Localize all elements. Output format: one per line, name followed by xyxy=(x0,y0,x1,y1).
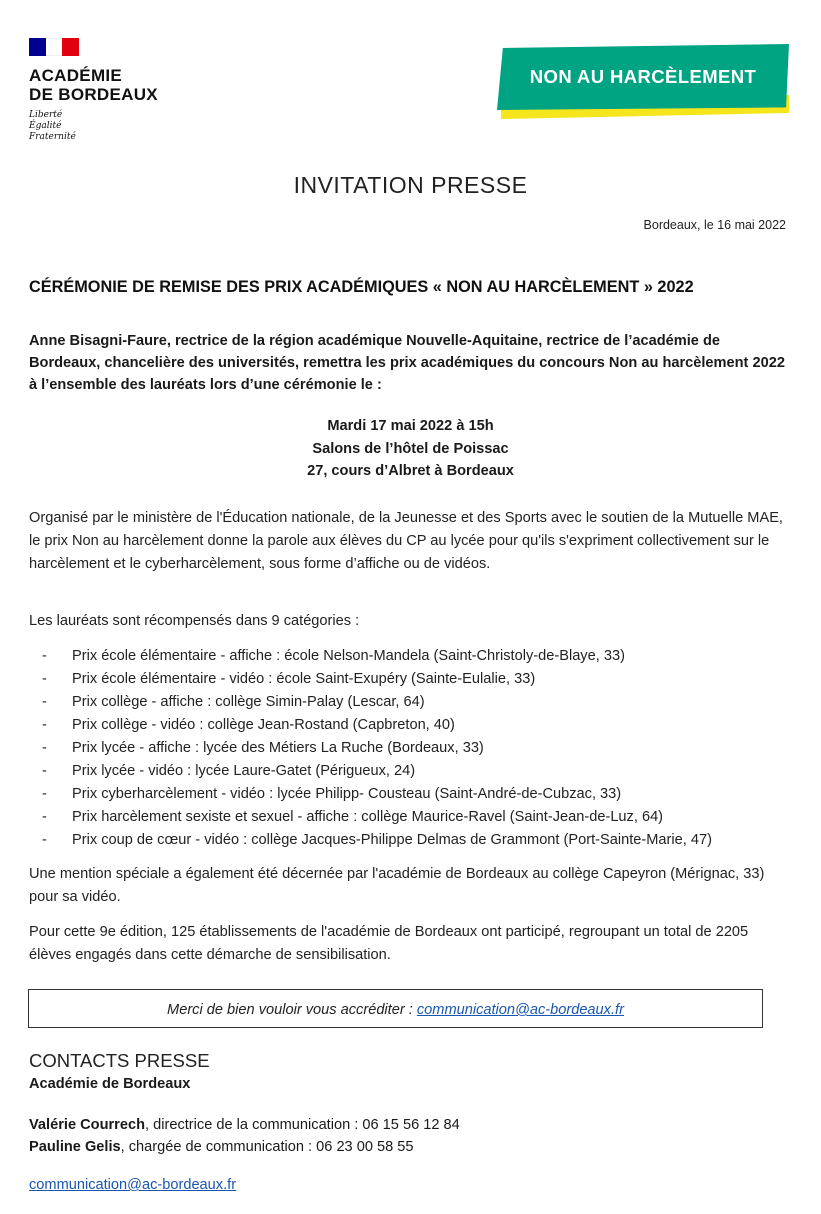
event-venue: Salons de l’hôtel de Poissac xyxy=(312,440,509,457)
document-title: INVITATION PRESSE xyxy=(293,172,528,198)
paragraph-categories: Les lauréats sont récompensés dans 9 catégories : xyxy=(29,613,360,629)
contact-2-name: Pauline Gelis xyxy=(29,1139,121,1155)
document-date: Bordeaux, le 16 mai 2022 xyxy=(643,218,786,232)
motto xyxy=(29,110,189,143)
contact-2 xyxy=(29,1139,414,1155)
motto-fraternite: Fraternité xyxy=(29,132,76,142)
motto-liberte: Liberté xyxy=(29,110,63,120)
banner-text: NON AU HARCÈLEMENT xyxy=(529,66,757,87)
list-item: - Prix cyberharcèlement - vidéo : lycée Philipp- Cousteau (Saint-André-de-Cubzac, 33) xyxy=(29,783,809,806)
event-address: 27, cours d’Albret à Bordeaux xyxy=(307,463,514,479)
contacts-organisation: Académie de Bordeaux xyxy=(29,1076,191,1092)
list-item: - Prix école élémentaire - vidéo : école Saint-Exupéry (Sainte-Eulalie, 33) xyxy=(29,668,809,691)
prize-list xyxy=(29,645,809,852)
event-title: CÉRÉMONIE DE REMISE DES PRIX ACADÉMIQUES « NON AU HARCÈLEMENT » 2022 xyxy=(29,278,694,296)
accreditation-box xyxy=(28,989,763,1028)
list-item: - Prix coup de cœur - vidéo : collège Jacques-Philippe Delmas de Grammont (Port-Sainte-Marie, 47) xyxy=(29,829,809,852)
list-item: - Prix harcèlement sexiste et sexuel - affiche : collège Maurice-Ravel (Saint-Jean-de-Luz, 64) xyxy=(29,806,809,829)
logo-line-1: ACADÉMIE xyxy=(29,66,123,85)
accreditation-email-link[interactable]: communication@ac-bordeaux.fr xyxy=(416,1002,624,1018)
marianne-flag-icon xyxy=(29,38,79,56)
list-item: - Prix collège - vidéo : collège Jean-Rostand (Capbreton, 40) xyxy=(29,714,809,737)
contact-1-name: Valérie Courrech xyxy=(29,1117,145,1133)
event-details xyxy=(0,415,821,483)
list-item: - Prix collège - affiche : collège Simin-Palay (Lescar, 64) xyxy=(29,691,809,714)
paragraph-special-mention: Une mention spéciale a également été décernée par l'académie de Bordeaux au collège Capeyron (Mérignac, 33) pour sa vidéo. xyxy=(29,866,765,905)
accreditation-text: Merci de bien vouloir vous accréditer : xyxy=(167,1002,417,1018)
paragraph-edition: Pour cette 9e édition, 125 établissements de l'académie de Bordeaux ont participé, regroupant un total de 2205 élèves engagés dans cette démarche de sensibilisation. xyxy=(29,924,749,963)
contact-2-role: , chargée de communication : 06 23 00 58 55 xyxy=(120,1139,414,1155)
list-item: - Prix lycée - affiche : lycée des Métiers La Ruche (Bordeaux, 33) xyxy=(29,737,809,760)
list-item: - Prix lycée - vidéo : lycée Laure-Gatet (Périgueux, 24) xyxy=(29,760,809,783)
contacts-heading: CONTACTS PRESSE xyxy=(29,1050,210,1071)
intro-paragraph: Anne Bisagni-Faure, rectrice de la région académique Nouvelle-Aquitaine, rectrice de l’académie de Bordeaux, chancelière des universités, remettra les prix académiques du concours Non au harcèlement 2022 à l’ensemble des lauréats lors d’une cérémonie le : xyxy=(29,333,785,393)
campaign-banner xyxy=(497,44,791,118)
contact-1 xyxy=(29,1117,460,1133)
paragraph-organisation: Organisé par le ministère de l'Éducation nationale, de la Jeunesse et des Sports avec le soutien de la Mutuelle MAE, le prix Non au harcèlement donne la parole aux élèves du CP au lycée pour qu'ils s'expriment collectivement sur le harcèlement et le cyberharcèlement, sous forme d’affiche ou de vidéos. xyxy=(29,510,783,572)
motto-egalite: Égalité xyxy=(29,121,62,131)
contact-email-link[interactable]: communication@ac-bordeaux.fr xyxy=(29,1177,237,1193)
contact-1-role: , directrice de la communication : 06 15 56 12 84 xyxy=(145,1117,460,1133)
academie-logo xyxy=(29,38,189,143)
event-datetime: Mardi 17 mai 2022 à 15h xyxy=(327,418,494,434)
list-item: - Prix école élémentaire - affiche : école Nelson-Mandela (Saint-Christoly-de-Blaye, 33) xyxy=(29,645,809,668)
logo-line-2: DE BORDEAUX xyxy=(29,85,158,104)
